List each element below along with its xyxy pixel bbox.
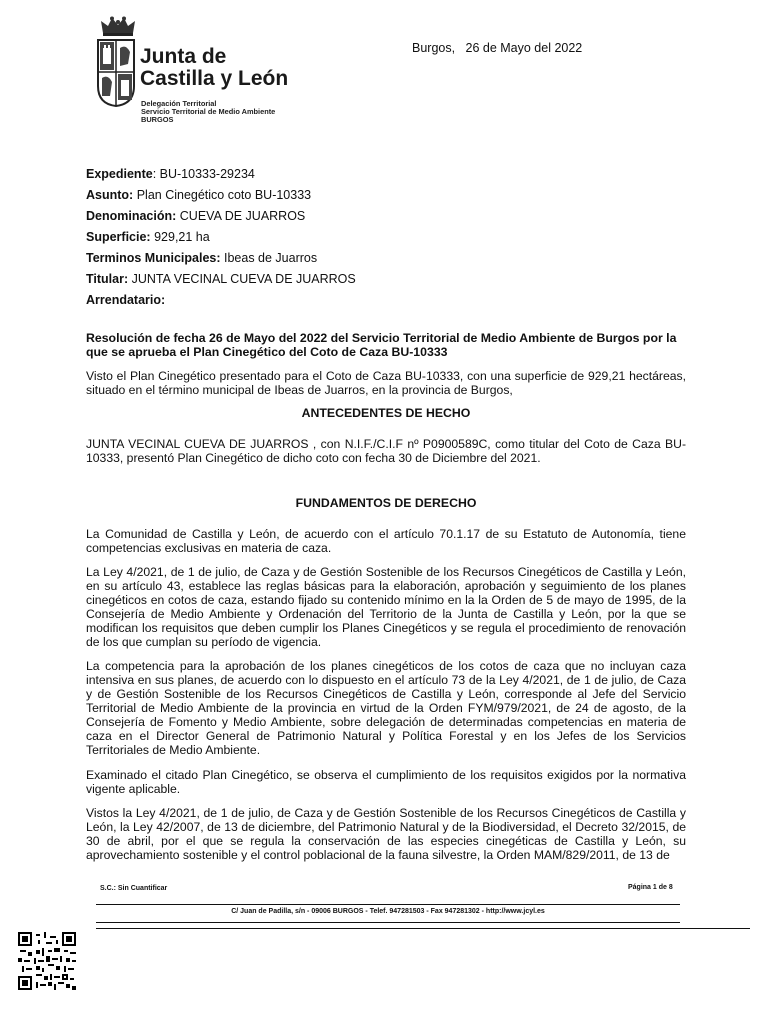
document-date: Burgos, 26 de Mayo del 2022 (412, 41, 583, 55)
meta-expediente: Expediente: BU-10333-29234 (86, 167, 255, 181)
footer-address: C/ Juan de Padilla, s/n - 09006 BURGOS - Telef. 947281503 - Fax 947281302 - http://www.jcyl.es (231, 908, 545, 915)
paragraph-5: Vistos la Ley 4/2021, de 1 de julio, de Caza y de Gestión Sostenible de los Recursos Cinegéticos de Castilla y León, la Ley 42/2007, de 13 de diciembre, del Patrimonio Natural y de la Biodiversidad, el Decreto 32/2015, de 30 de abril, por el que se regula la conservación de las especies cinegéticas de Castilla y León, su aprovechamiento sostenible y el control poblacional de la fauna silvestre, la Orden MAM/829/2011, de 13 de (86, 806, 686, 862)
intro-paragraph: Visto el Plan Cinegético presentado para el Coto de Caza BU-10333, con una superficie de 929,21 hectáreas, situado en el término municipal de Ibeas de Juarros, en la provincia de Burgos, (86, 369, 686, 397)
qr-code-icon (18, 932, 76, 990)
meta-terminos: Terminos Municipales: Ibeas de Juarros (86, 251, 318, 265)
antecedentes-paragraph: JUNTA VECINAL CUEVA DE JUARROS , con N.I.F./C.I.F nº P0900589C, como titular del Coto de Caza BU-10333, presentó Plan Cinegético de dicho coto con fecha 30 de Diciembre del 2021. (86, 437, 686, 465)
page-number: Página 1 de 8 (628, 884, 673, 891)
paragraph-3: La competencia para la aprobación de los planes cinegéticos de los cotos de caza que no incluyan caza intensiva en sus planes, de acuerdo con lo dispuesto en el artículo 73 de la Ley 4/2021, de 1 de julio, de Caza y de Gestión Sostenible de los Recursos Cinegéticos de Castilla y León, corresponde al Jefe del Servicio Territorial de Medio Ambiente de la provincia en virtud de la Orden FYM/979/2021, de 24 de agosto, de la Consejería de Fomento y Medio Ambiente, sobre delegación de determinadas competencias en materia de caza en el Director General de Patrimonio Natural y Política Forestal y en los Jefes de los Servicios Territoriales de Medio Ambiente. (86, 659, 686, 757)
paragraph-2: La Ley 4/2021, de 1 de julio, de Caza y de Gestión Sostenible de los Recursos Cinegéticos de Castilla y León, en su artículo 43, establece las reglas básicas para la elaboración, aprobación y seguimiento de los planes cinegéticos en cotos de caza, estando fijado su contenido mínimo en la la Orden de 5 de mayo de 1995, de la Consejería de Medio Ambiente y Ordenación del Territorio de la Junta de Castilla y León, por la que se modifican los requisitos que deben cumplir los Planes Cinegéticos y se regula el procedimiento de renovación de los que cumplan su período de vigencia. (86, 565, 686, 649)
footer-rule-bottom (96, 928, 750, 929)
case-metadata (86, 164, 356, 311)
logo-line-2: Castilla y León (140, 67, 289, 90)
footer-rule-top (96, 904, 680, 905)
logo-line-1: Junta de (140, 45, 227, 68)
meta-superficie: Superficie: 929,21 ha (86, 230, 210, 244)
logo-text (140, 46, 288, 90)
footer-rule-mid (96, 922, 680, 923)
heading-antecedentes: ANTECEDENTES DE HECHO (301, 406, 471, 420)
meta-titular: Titular: JUNTA VECINAL CUEVA DE JUARROS (86, 272, 356, 286)
department-block (141, 100, 275, 124)
meta-denominacion: Denominación: CUEVA DE JUARROS (86, 209, 306, 223)
meta-arrendatario: Arrendatario: (86, 293, 166, 307)
coat-of-arms-icon (96, 38, 136, 108)
paragraph-4: Examinado el citado Plan Cinegético, se observa el cumplimiento de los requisitos exigidos por la normativa vigente aplicable. (86, 768, 686, 796)
resolution-title: Resolución de fecha 26 de Mayo del 2022 del Servicio Territorial de Medio Ambiente de Burgos por la que se aprueba el Plan Cinegético del Coto de Caza BU-10333 (86, 331, 677, 359)
dept-line-1: Delegación Territorial (141, 99, 217, 108)
dept-line-2: Servicio Territorial de Medio Ambiente (141, 107, 276, 116)
paragraph-1: La Comunidad de Castilla y León, de acuerdo con el artículo 70.1.17 de su Estatuto de Autonomía, tiene competencias exclusivas en materia de caza. (86, 527, 686, 555)
meta-asunto: Asunto: Plan Cinegético coto BU-10333 (86, 188, 312, 202)
dept-line-3: BURGOS (141, 115, 174, 124)
crown-icon (100, 16, 136, 36)
heading-fundamentos: FUNDAMENTOS DE DERECHO (295, 496, 477, 510)
footer-sc: S.C.: Sin Cuantificar (100, 885, 168, 892)
